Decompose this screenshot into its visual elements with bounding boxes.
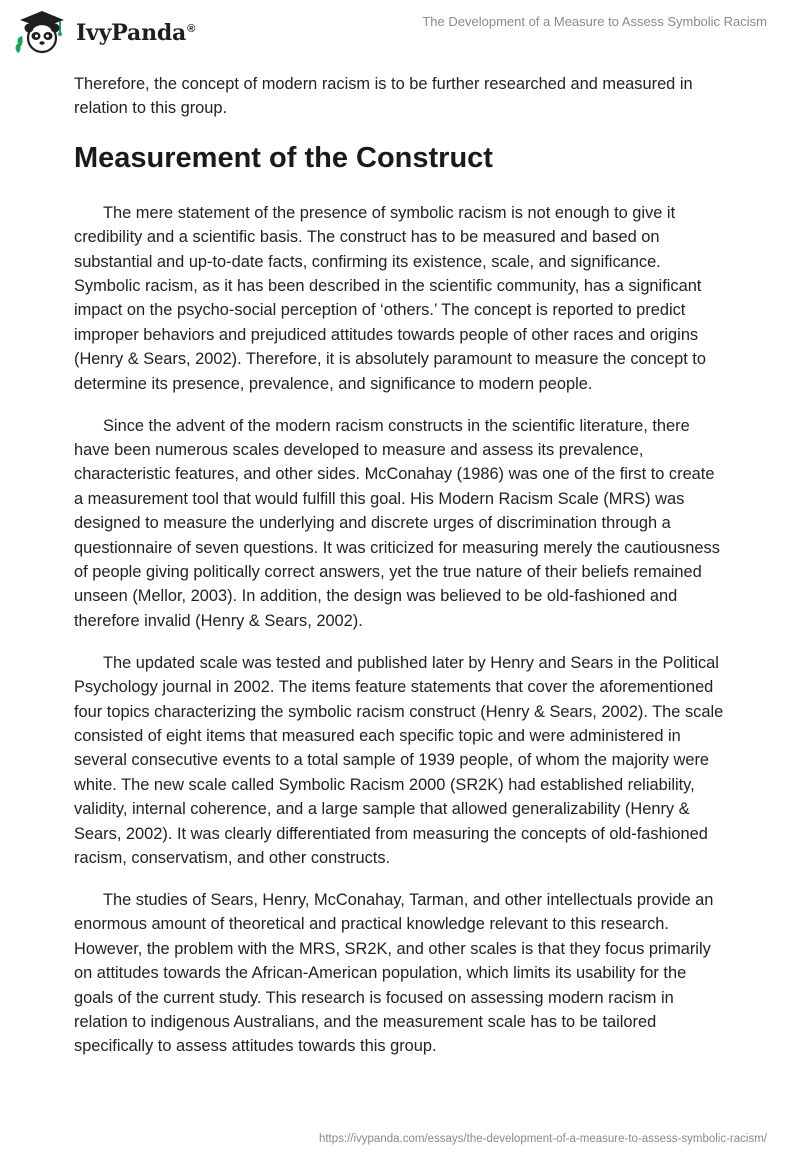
body-paragraph-4: The studies of Sears, Henry, McConahay, Tarman, and other intellectuals provide an enormous amount of theoretical and practical knowledge relevant to this research. However, the problem with the MRS, SR2K, and other scales is that they focus primarily on attitudes towards the African-American population, which limits its usability for the goals of the current study. This research is focused on assessing modern racism in relation to indigenous Australians, and the measurement scale has to be tailored specifically to assess attitudes towards this group. <box>74 890 714 1056</box>
document-title: The Development of a Measure to Assess Symbolic Racism <box>422 14 767 29</box>
logo-text <box>76 20 195 46</box>
body-paragraph-3: The updated scale was tested and published later by Henry and Sears in the Political Psychology journal in 2002. The items feature statements that cover the aforementioned four topics characterizing the symbolic racism construct (Henry & Sears, 2002). The scale consisted of eight items that measured each specific topic and were administered in several consecutive events to a total sample of 1939 people, of whom the majority were white. The new scale called Symbolic Racism 2000 (SR2K) had established reliability, validity, internal coherence, and a large sample that allowed generalizability (Henry & Sears, 2002). It was clearly differentiated from measuring the concepts of old-fashioned racism, conservatism, and other constructs. <box>74 653 724 867</box>
body-paragraph-1: The mere statement of the presence of symbolic racism is not enough to give it credibility and a scientific basis. The construct has to be measured and based on substantial and up-to-date facts, confirming its existence, scale, and significance. Symbolic racism, as it has been described in the scientific community, has a significant impact on the psycho-social perception of ‘others.’ The concept is reported to predict improper behaviors and prejudiced attitudes towards people of other races and origins (Henry & Sears, 2002). Therefore, it is absolutely paramount to measure the concept to determine its presence, prevalence, and significance to modern people. <box>74 203 706 393</box>
intro-paragraph: Therefore, the concept of modern racism is to be further researched and measured in relation to this group. <box>74 75 693 118</box>
registered-mark: ® <box>187 22 196 35</box>
section-heading: Measurement of the Construct <box>74 141 493 174</box>
essay-content <box>74 72 724 1076</box>
panda-logo-icon <box>14 9 70 55</box>
footer-url-link[interactable]: https://ivypanda.com/essays/the-development-of-a-measure-to-assess-symbolic-racism/ <box>318 1133 767 1145</box>
page-header <box>0 0 800 60</box>
body-paragraph-2: Since the advent of the modern racism constructs in the scientific literature, there have been numerous scales developed to measure and assess its prevalence, characteristic features, and other sides. McConahay (1986) was one of the first to create a measurement tool that would fulfill this goal. His Modern Racism Scale (MRS) was designed to measure the underlying and discrete urges of discrimination through a questionnaire of seven questions. It was criticized for measuring merely the cautiousness of people giving politically correct answers, yet the true nature of their beliefs remained unseen (Mellor, 2003). In addition, the design was believed to be old-fashioned and therefore invalid (Henry & Sears, 2002). <box>74 416 720 630</box>
logo-name: IvyPanda <box>76 20 187 46</box>
ivypanda-logo[interactable] <box>14 9 195 55</box>
